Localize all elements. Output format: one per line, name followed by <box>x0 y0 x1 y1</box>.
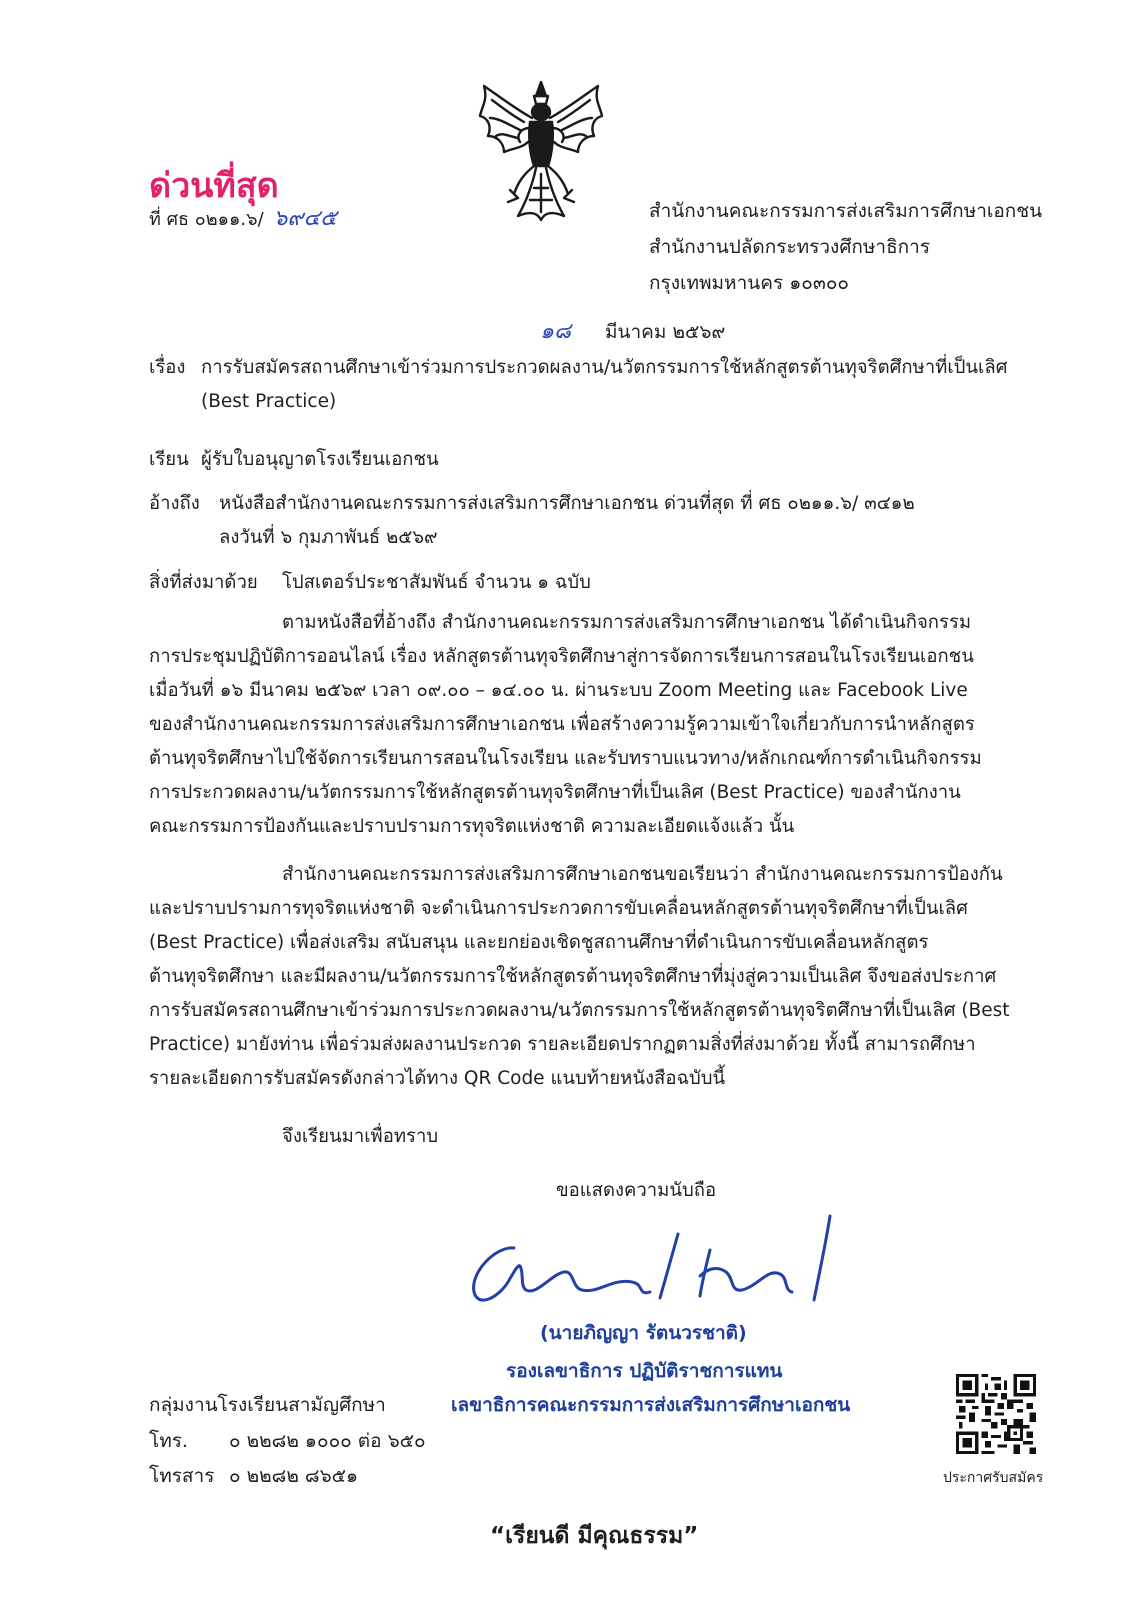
recipient-label: เรียน <box>149 449 189 470</box>
reference-prefix: ที่ ศธ ๐๒๑๑.๖/ <box>149 209 264 230</box>
body-p2-line: (Best Practice) เพื่อส่งเสริม สนับสนุน และยกย่องเชิดชูสถานศึกษาที่ดำเนินการขับเคลื่อนหลักสูตร <box>149 932 929 953</box>
body-p1-line: เมื่อวันที่ ๑๖ มีนาคม ๒๕๖๙ เวลา ๐๙.๐๐ – ๑๔.๐๐ น. ผ่านระบบ Zoom Meeting และ Facebook Live <box>149 680 968 701</box>
sender-office-line-2: สำนักงานปลัดกระทรวงศึกษาธิการ <box>649 236 931 258</box>
body-paragraph-2 <box>149 858 1015 1096</box>
closing-request: จึงเรียนมาเพื่อทราบ <box>282 1126 439 1147</box>
body-p1-line: ของสำนักงานคณะกรรมการส่งเสริมการศึกษาเอกชน เพื่อสร้างความรู้ความเข้าใจเกี่ยวกับการนำหลักสูตร <box>149 714 975 735</box>
subject-label: เรื่อง <box>149 357 186 378</box>
date-day-handwritten: ๑๘ <box>540 319 571 344</box>
urgency-heading: ด่วนที่สุด <box>149 166 279 206</box>
body-p2-line: รายละเอียดการรับสมัครดังกล่าวได้ทาง QR Code แนบท้ายหนังสือฉบับนี้ <box>149 1068 726 1089</box>
footer-motto: “เรียนดี มีคุณธรรม” <box>490 1523 699 1549</box>
body-p2-line: Practice) มายังท่าน เพื่อร่วมส่งผลงานประกวด รายละเอียดปรากฏตามสิ่งที่ส่งมาด้วย ทั้งนี้ สามารถศึกษา <box>149 1034 976 1055</box>
letter-date <box>540 313 725 348</box>
salutation: ขอแสดงความนับถือ <box>556 1180 717 1201</box>
enclosure-text: โปสเตอร์ประชาสัมพันธ์ จำนวน ๑ ฉบับ <box>282 572 591 593</box>
reference-number-handwritten: ๖๙๔๕ <box>273 206 337 231</box>
reference-line-2: ลงวันที่ ๖ กุมภาพันธ์ ๒๕๖๙ <box>219 527 438 548</box>
fax-label: โทรสาร <box>149 1465 215 1487</box>
subject-line-1: การรับสมัครสถานศึกษาเข้าร่วมการประกวดผลงาน/นวัตกรรมการใช้หลักสูตรต้านทุจริตศึกษาที่เป็นเลิศ <box>201 357 1008 378</box>
body-p2-line: การรับสมัครสถานศึกษาเข้าร่วมการประกวดผลงาน/นวัตกรรมการใช้หลักสูตรต้านทุจริตศึกษาที่เป็นเลิศ (Best <box>149 1000 1010 1021</box>
body-p1-line: การประกวดผลงาน/นวัตกรรมการใช้หลักสูตรต้านทุจริตศึกษาที่เป็นเลิศ (Best Practice) ของสำนักงาน <box>149 782 961 803</box>
body-paragraph-1 <box>149 606 1015 844</box>
contact-department: กลุ่มงานโรงเรียนสามัญศึกษา <box>149 1394 386 1416</box>
reference-number <box>149 200 337 235</box>
subject-line-2: (Best Practice) <box>201 391 337 412</box>
qr-caption: ประกาศรับสมัคร <box>943 1470 1044 1486</box>
reference <box>149 487 1015 555</box>
body-p2-line: ต้านทุจริตศึกษา และมีผลงาน/นวัตกรรมการใช้หลักสูตรต้านทุจริตศึกษาที่มุ่งสู่ความเป็นเลิศ จึงขอส่งประกาศ <box>149 966 997 987</box>
contact-telephone <box>149 1426 426 1456</box>
body-p2-line: และปราบปรามการทุจริตแห่งชาติ จะดำเนินการประกวดการขับเคลื่อนหลักสูตรต้านทุจริตศึกษาที่เป็นเลิศ <box>149 898 968 919</box>
handwritten-signature-icon <box>462 1212 842 1316</box>
fax-value: ๐ ๒๒๘๒ ๘๖๕๑ <box>229 1465 359 1487</box>
enclosure-label: สิ่งที่ส่งมาด้วย <box>149 572 258 593</box>
date-month-year: มีนาคม ๒๕๖๙ <box>604 321 726 343</box>
recipient <box>149 443 1015 477</box>
enclosure <box>149 566 1015 600</box>
reference-line-1: หนังสือสำนักงานคณะกรรมการส่งเสริมการศึกษาเอกชน ด่วนที่สุด ที่ ศธ ๐๒๑๑.๖/ ๓๔๑๒ <box>219 493 915 514</box>
contact-fax <box>149 1461 358 1491</box>
subject <box>149 351 1015 419</box>
body-p1-line: ต้านทุจริตศึกษาไปใช้จัดการเรียนการสอนในโรงเรียน และรับทราบแนวทาง/หลักเกณฑ์การดำเนินกิจกรรม <box>149 748 982 769</box>
sender-office-line-3: กรุงเทพมหานคร ๑๐๓๐๐ <box>649 272 850 294</box>
body-p2-line: สำนักงานคณะกรรมการส่งเสริมการศึกษาเอกชนขอเรียนว่า สำนักงานคณะกรรมการป้องกัน <box>282 864 1003 885</box>
signatory-title-2: เลขาธิการคณะกรรมการส่งเสริมการศึกษาเอกชน <box>451 1394 851 1416</box>
body-p1-line: การประชุมปฏิบัติการออนไลน์ เรื่อง หลักสูตรต้านทุจริตศึกษาสู่การจัดการเรียนการสอนในโรงเรียนเอกชน <box>149 646 974 667</box>
signatory-name: (นายภิญญา รัตนวรชาติ) <box>540 1322 747 1344</box>
body-p1-line: ตามหนังสือที่อ้างถึง สำนักงานคณะกรรมการส่งเสริมการศึกษาเอกชน ได้ดำเนินกิจกรรม <box>282 612 972 633</box>
garuda-emblem-icon <box>474 78 608 224</box>
reference-label: อ้างถึง <box>149 493 200 514</box>
recipient-text: ผู้รับใบอนุญาตโรงเรียนเอกชน <box>201 449 439 470</box>
body-p1-line: คณะกรรมการป้องกันและปราบปรามการทุจริตแห่งชาติ ความละเอียดแจ้งแล้ว นั้น <box>149 816 795 837</box>
tel-label: โทร. <box>149 1430 188 1452</box>
qr-code-icon[interactable] <box>956 1374 1036 1454</box>
sender-office-line-1: สำนักงานคณะกรรมการส่งเสริมการศึกษาเอกชน <box>649 200 1043 222</box>
tel-value: ๐ ๒๒๘๒ ๑๐๐๐ ต่อ ๖๕๐ <box>229 1430 426 1452</box>
signatory-title-1: รองเลขาธิการ ปฏิบัติราชการแทน <box>506 1360 783 1382</box>
